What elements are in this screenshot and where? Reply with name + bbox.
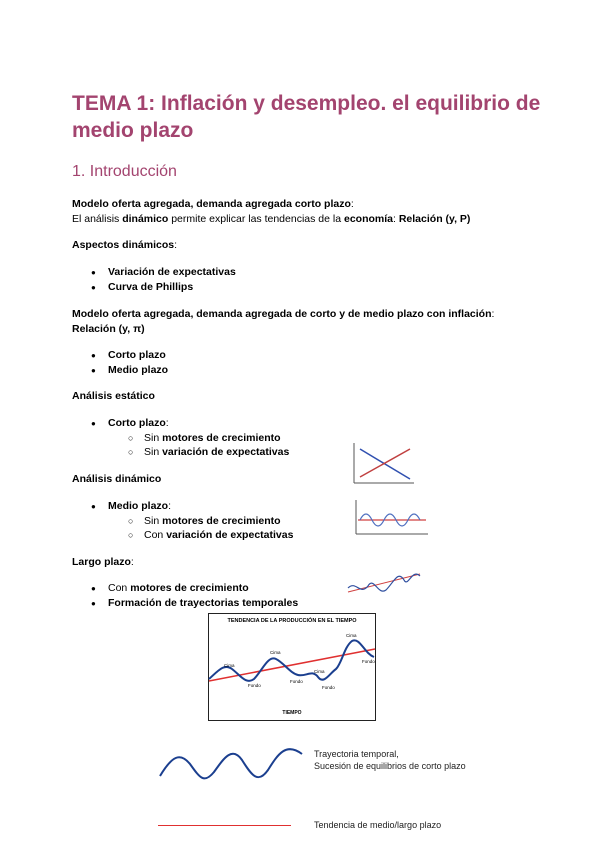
colon: : — [165, 417, 169, 429]
trend-legend-label: Tendencia de medio/largo plazo — [314, 820, 442, 830]
relation-label: Relación (y, P) — [398, 213, 471, 225]
wave-curve — [160, 749, 302, 778]
text-bold: dinámico — [122, 213, 169, 225]
colon: : — [130, 556, 134, 568]
dynamic-analysis-heading: Análisis dinámico — [72, 473, 162, 485]
text: Con — [144, 529, 167, 541]
sub-list-item — [128, 431, 281, 446]
supply-demand-thumbnail — [344, 441, 416, 487]
paragraph-dynamic — [72, 212, 470, 227]
circle-bullet-icon: ○ — [128, 447, 134, 457]
trend-legend-line — [158, 825, 291, 826]
trough-label: Fondo — [362, 659, 375, 664]
bullet-icon: ● — [91, 502, 96, 511]
x-axis-label: TIEMPO — [282, 710, 302, 716]
legend-line2: Sucesión de equilibrios de corto plazo — [314, 761, 466, 771]
list-item — [91, 280, 194, 295]
trajectory-legend — [314, 748, 466, 772]
page-title: TEMA 1: Inflación y desempleo. el equilibrio de medio plazo — [72, 92, 541, 142]
bullet-icon: ● — [91, 599, 96, 608]
section-heading: 1. Introducción — [72, 163, 177, 180]
colon: : — [174, 239, 178, 251]
circle-bullet-icon: ○ — [128, 433, 134, 443]
text-bold: motores de crecimiento — [162, 432, 281, 444]
long-term-heading — [72, 555, 134, 570]
model-short-label: Modelo oferta agregada, demanda agregada corto plazo — [72, 198, 351, 210]
list-item-label: Formación de trayectorias temporales — [108, 597, 299, 609]
colon: : — [350, 198, 354, 210]
model-medium-label: Modelo oferta agregada, demanda agregada de corto y de medio plazo con inflación — [72, 308, 492, 320]
text: Sin — [144, 446, 163, 458]
circle-bullet-icon: ○ — [128, 516, 134, 526]
bullet-icon: ● — [91, 268, 96, 277]
static-analysis-heading: Análisis estático — [72, 390, 155, 402]
bullet-icon: ● — [91, 419, 96, 428]
long-term-label: Largo plazo — [72, 556, 131, 568]
list-item-label: Variación de expectativas — [108, 266, 236, 278]
bullet-icon: ● — [91, 283, 96, 292]
trend-line — [348, 574, 420, 592]
colon: : — [168, 500, 172, 512]
production-trend-figure — [208, 613, 376, 721]
peak-label: Cima — [314, 669, 325, 674]
paragraph-model-short — [72, 197, 354, 212]
list-item — [91, 596, 299, 611]
list-item — [91, 499, 172, 514]
list-item — [91, 348, 166, 363]
list-item — [91, 416, 169, 431]
list-item — [91, 363, 169, 378]
text: Con — [108, 582, 131, 594]
peak-label: Cima — [270, 650, 281, 655]
text: El análisis — [72, 213, 123, 225]
aspects-heading — [72, 238, 177, 253]
trough-label: Fondo — [248, 683, 261, 688]
relation-label: Relación (y, π) — [72, 323, 145, 335]
paragraph-model-medium — [72, 307, 494, 322]
trough-label: Fondo — [322, 685, 335, 690]
oscillation-thumbnail — [350, 498, 430, 538]
sub-list-item — [128, 445, 290, 460]
list-item-label: Curva de Phillips — [108, 281, 194, 293]
text-bold: motores de crecimiento — [162, 515, 281, 527]
text: Sin — [144, 515, 163, 527]
list-item — [91, 265, 236, 280]
trough-label: Fondo — [290, 679, 303, 684]
text: Sin — [144, 432, 163, 444]
text-bold: economía — [343, 213, 393, 225]
sub-list-item — [128, 528, 294, 543]
growth-thumbnail — [346, 560, 422, 602]
circle-bullet-icon: ○ — [128, 530, 134, 540]
text-bold: variación de expectativas — [166, 529, 294, 541]
peak-label: Cima — [346, 633, 357, 638]
bullet-icon: ● — [91, 584, 96, 593]
aspects-label: Aspectos dinámicos — [72, 239, 175, 251]
list-item-label: Corto plazo — [108, 417, 166, 429]
figure-title: TENDENCIA DE LA PRODUCCIÓN EN EL TIEMPO — [227, 618, 357, 624]
bullet-icon: ● — [91, 366, 96, 375]
list-item — [91, 581, 249, 596]
list-item-label: Medio plazo — [108, 364, 169, 376]
text: permite explicar las tendencias de la — [168, 213, 344, 225]
bullet-icon: ● — [91, 351, 96, 360]
trajectory-wave-icon — [158, 738, 306, 788]
text-bold: variación de expectativas — [162, 446, 290, 458]
list-item-label: Corto plazo — [108, 349, 166, 361]
legend-line1: Trayectoria temporal, — [314, 749, 399, 759]
text: : — [393, 213, 399, 225]
text-bold: motores de crecimiento — [130, 582, 249, 594]
sub-list-item — [128, 514, 281, 529]
peak-label: Cima — [224, 663, 235, 668]
list-item-label: Medio plazo — [108, 500, 169, 512]
colon: : — [491, 308, 495, 320]
